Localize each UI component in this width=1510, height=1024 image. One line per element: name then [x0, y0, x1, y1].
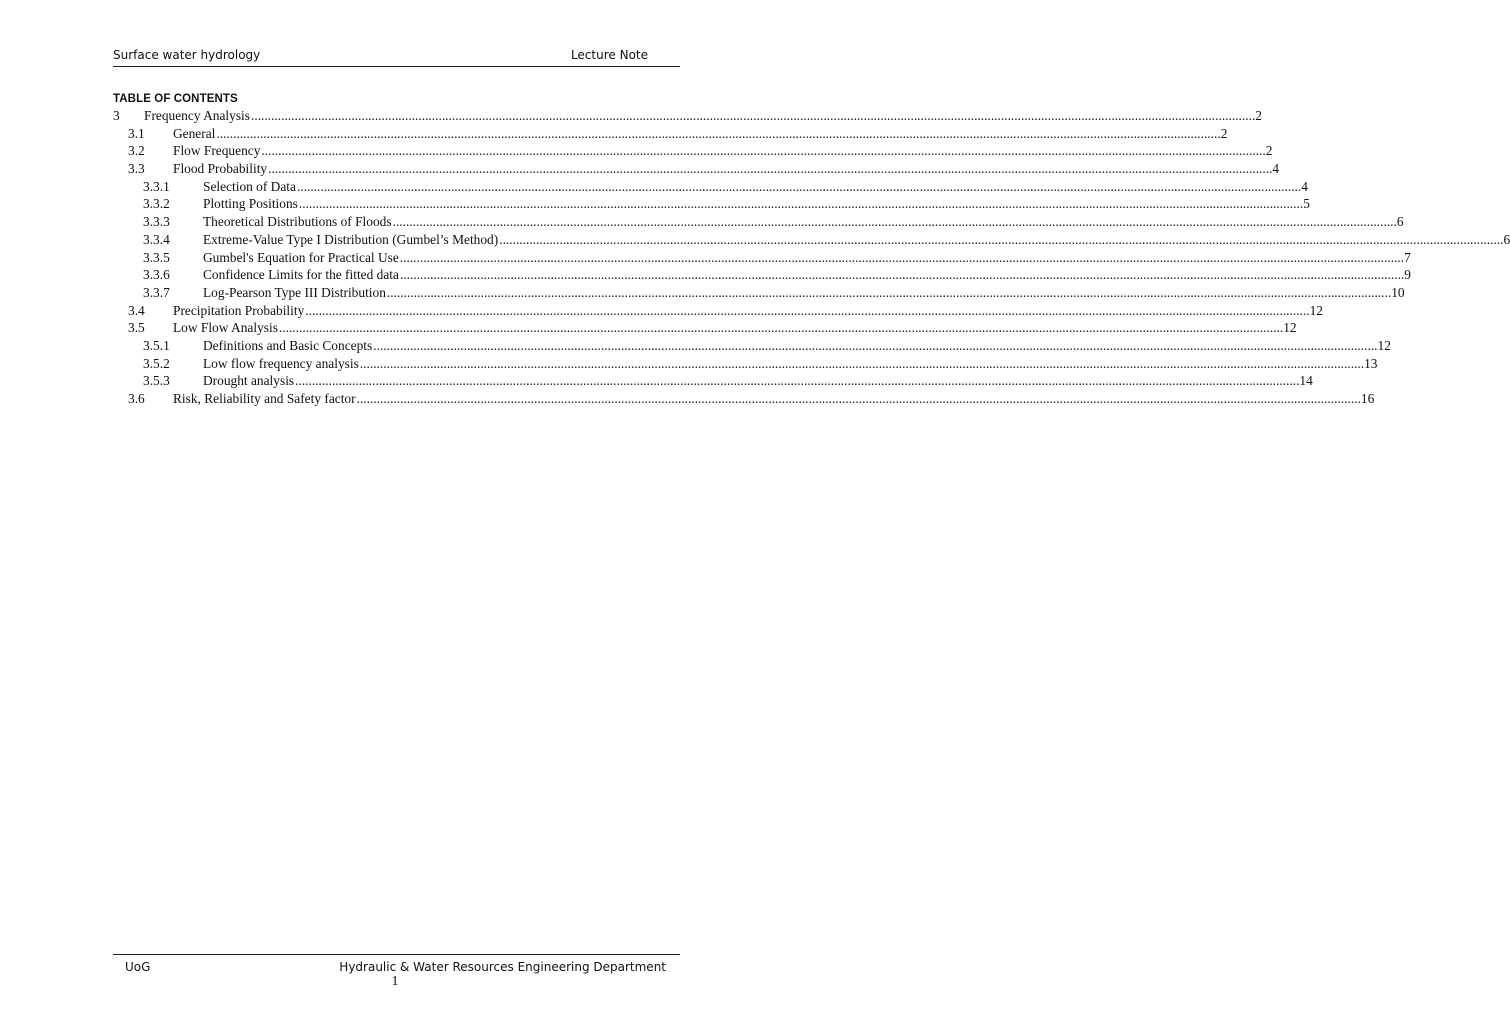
page-footer: [113, 954, 680, 975]
toc-entry-number: 3.3.7: [143, 284, 170, 300]
toc-entry-number: 3.5.1: [143, 337, 170, 353]
toc-entry-number: 3.6: [128, 391, 145, 406]
toc-entry-page: 12: [1283, 320, 1297, 336]
toc-entry[interactable]: [113, 355, 1378, 374]
toc-entry-title: Flow Frequency: [173, 143, 261, 159]
toc-dot-leader: ............................................................................................................................................................................................................................................................................................................: [399, 267, 1405, 283]
toc-dot-leader: ............................................................................................................................................................................................................................................................................................................: [261, 143, 1266, 159]
toc-entry-page: 2: [1220, 125, 1228, 141]
toc-entry-title: Selection of Data: [203, 178, 296, 194]
toc-entry-number: 3.3.6: [143, 267, 170, 283]
table-of-contents: [113, 108, 1510, 409]
toc-dot-leader: ............................................................................................................................................................................................................................................................................................................: [268, 161, 1273, 177]
page-number: 1: [391, 974, 399, 989]
toc-entry-page: 14: [1299, 373, 1313, 389]
toc-entry-number: 3.3.4: [143, 231, 170, 247]
toc-entry-number: 3.2: [128, 143, 145, 159]
toc-entry-page: 10: [1391, 284, 1405, 300]
toc-entry-number: 3.3.3: [143, 214, 170, 230]
toc-entry-page: 2: [1265, 143, 1273, 159]
toc-entry-page: 13: [1364, 355, 1378, 371]
toc-entry-title: Frequency Analysis: [144, 108, 250, 123]
toc-entry-title: Definitions and Basic Concepts: [203, 337, 373, 353]
toc-entry-number: 3: [113, 108, 120, 123]
toc-dot-leader: ............................................................................................................................................................................................................................................................................................................: [251, 108, 1256, 123]
toc-entry[interactable]: [113, 178, 1308, 197]
toc-entry-title: Confidence Limits for the fitted data: [203, 267, 399, 283]
toc-entry[interactable]: [113, 161, 1280, 179]
toc-dot-leader: ............................................................................................................................................................................................................................................................................................................: [298, 196, 1304, 212]
toc-entry-number: 3.3.2: [143, 196, 170, 212]
toc-entry-title: Theoretical Distributions of Floods: [203, 214, 392, 230]
toc-entry-title: Flood Probability: [173, 161, 268, 177]
toc-entry[interactable]: [113, 125, 1228, 144]
toc-entry-page: 12: [1377, 337, 1391, 353]
toc-entry-number: 3.3.1: [143, 178, 170, 194]
header-course-title: Surface water hydrology: [113, 48, 261, 62]
toc-entry[interactable]: [113, 196, 1310, 214]
footer-institution: UoG: [125, 960, 151, 974]
toc-entry[interactable]: [113, 143, 1273, 161]
toc-entry[interactable]: [113, 284, 1405, 303]
toc-dot-leader: ............................................................................................................................................................................................................................................................................................................: [359, 355, 1365, 371]
toc-entry-page: 9: [1404, 267, 1411, 283]
toc-entry[interactable]: [113, 302, 1323, 321]
toc-entry-page: 6: [1503, 231, 1510, 247]
toc-dot-leader: ............................................................................................................................................................................................................................................................................................................: [295, 373, 1300, 389]
toc-entry[interactable]: [113, 373, 1313, 391]
toc-entry[interactable]: [113, 231, 1510, 250]
header-doc-type: Lecture Note: [570, 48, 648, 62]
toc-entry-title: Extreme-Value Type I Distribution (Gumbel’s Method): [203, 231, 499, 247]
toc-dot-leader: ............................................................................................................................................................................................................................................................................................................: [356, 391, 1361, 406]
toc-dot-leader: ............................................................................................................................................................................................................................................................................................................: [392, 214, 1397, 230]
footer-department: Hydraulic & Water Resources Engineering Department: [339, 960, 666, 974]
toc-entry-page: 16: [1360, 391, 1375, 406]
toc-entry-number: 3.5.3: [143, 373, 170, 389]
toc-dot-leader: ............................................................................................................................................................................................................................................................................................................: [305, 302, 1310, 318]
toc-entry-page: 6: [1396, 214, 1404, 230]
toc-entry-title: Precipitation Probability: [173, 302, 305, 318]
toc-entry-title: Plotting Positions: [203, 196, 298, 212]
toc-entry[interactable]: [113, 320, 1297, 338]
toc-entry-title: Gumbel's Equation for Practical Use: [203, 249, 399, 265]
toc-entry-page: 7: [1404, 249, 1411, 265]
toc-dot-leader: ............................................................................................................................................................................................................................................................................................................: [399, 249, 1405, 265]
toc-entry-number: 3.3.5: [143, 249, 170, 265]
toc-entry-page: 2: [1255, 108, 1262, 123]
toc-entry[interactable]: [113, 391, 1375, 409]
toc-entry-title: Log-Pearson Type III Distribution: [203, 284, 386, 300]
toc-heading: TABLE OF CONTENTS: [113, 93, 238, 105]
toc-entry-number: 3.5: [128, 320, 145, 336]
toc-dot-leader: ............................................................................................................................................................................................................................................................................................................: [499, 231, 1504, 247]
toc-dot-leader: ............................................................................................................................................................................................................................................................................................................: [373, 337, 1378, 353]
toc-entry-title: Low flow frequency analysis: [203, 355, 359, 371]
toc-entry-title: Risk, Reliability and Safety factor: [173, 391, 356, 406]
toc-dot-leader: ............................................................................................................................................................................................................................................................................................................: [296, 178, 1302, 194]
page-header: [113, 46, 680, 67]
toc-entry-title: General: [173, 125, 216, 141]
toc-dot-leader: ............................................................................................................................................................................................................................................................................................................: [216, 125, 1221, 141]
toc-dot-leader: ............................................................................................................................................................................................................................................................................................................: [278, 320, 1284, 336]
toc-dot-leader: ............................................................................................................................................................................................................................................................................................................: [386, 284, 1392, 300]
toc-entry-number: 3.3: [128, 161, 145, 177]
toc-entry[interactable]: [113, 337, 1391, 356]
toc-entry-number: 3.4: [128, 302, 145, 318]
toc-entry-number: 3.1: [128, 125, 145, 141]
toc-entry-page: 4: [1301, 178, 1308, 194]
toc-entry[interactable]: [113, 214, 1404, 232]
toc-entry-title: Drought analysis: [203, 373, 295, 389]
toc-entry-page: 12: [1309, 302, 1323, 318]
toc-entry-number: 3.5.2: [143, 355, 170, 371]
toc-entry-title: Low Flow Analysis: [173, 320, 278, 336]
toc-entry[interactable]: [113, 267, 1411, 285]
toc-entry-page: 4: [1272, 161, 1280, 177]
toc-entry-page: 5: [1303, 196, 1310, 212]
toc-entry[interactable]: [113, 249, 1411, 268]
toc-entry[interactable]: [113, 108, 1262, 126]
